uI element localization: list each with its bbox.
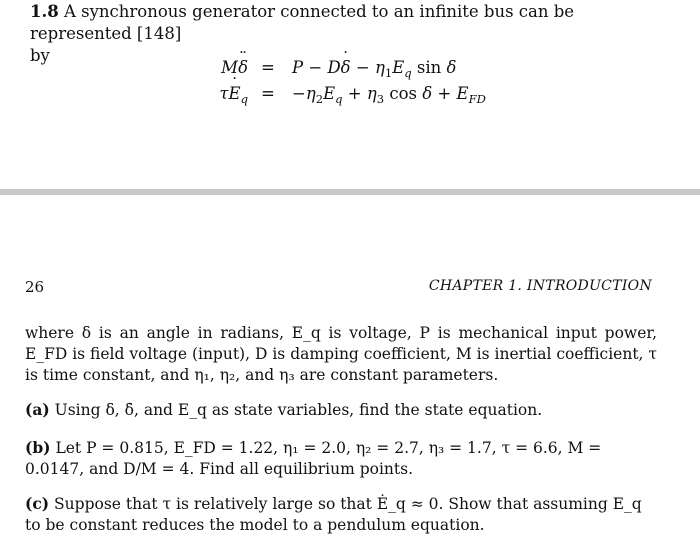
current-page xyxy=(0,195,700,546)
page-number: 26 xyxy=(25,278,45,296)
part-text: Suppose that τ is relatively large so that Ė_q ≈ 0. Show that assuming E_q to be constant reduces the model to a pendulum equation. xyxy=(25,495,642,534)
part-a xyxy=(25,399,657,421)
equation-field xyxy=(0,84,700,110)
problem-intro-continuation: by xyxy=(30,46,50,65)
equals-sign: = xyxy=(261,58,275,77)
equation-rhs: P − D˙ $\delta - \eta_1E_q$ sin δ xyxy=(292,58,456,80)
equals-sign: = xyxy=(261,84,275,103)
previous-page-fragment xyxy=(0,0,700,190)
equation-lhs: M¨ δ xyxy=(221,58,248,77)
part-b xyxy=(25,437,657,480)
running-head: CHAPTER 1. INTRODUCTION xyxy=(428,278,652,294)
part-label: (c) xyxy=(25,494,50,513)
equation-lhs: τ˙ $E_q$ xyxy=(219,84,248,106)
equation-swing xyxy=(0,58,700,84)
part-label: (b) xyxy=(25,438,51,457)
problem-intro-text: A synchronous generator connected to an infinite bus can be represented [148] xyxy=(30,2,575,43)
variable-definitions-paragraph: where δ is an angle in radians, E_q is voltage, P is mechanical input power, E_FD is field voltage (input), D is damping coefficient, M is inertial coefficient, τ is time constant, and η₁, η₂, and η₃ are constant parameters. xyxy=(25,324,657,384)
problem-number: 1.8 xyxy=(30,2,59,21)
part-label: (a) xyxy=(25,400,50,419)
equation-rhs: $-\eta_2E_q + \eta_3$ $\cos \delta + E_{FD}$ xyxy=(292,84,486,106)
part-text: Let P = 0.815, E_FD = 1.22, η₁ = 2.0, η₂ = 2.7, η₃ = 1.7, τ = 6.6, M = 0.0147, and D/M = 4. Find all equilibrium points. xyxy=(25,439,602,478)
part-text: Using δ, δ̇, and E_q as state variables, find the state equation. xyxy=(54,401,543,419)
part-c xyxy=(25,493,657,536)
